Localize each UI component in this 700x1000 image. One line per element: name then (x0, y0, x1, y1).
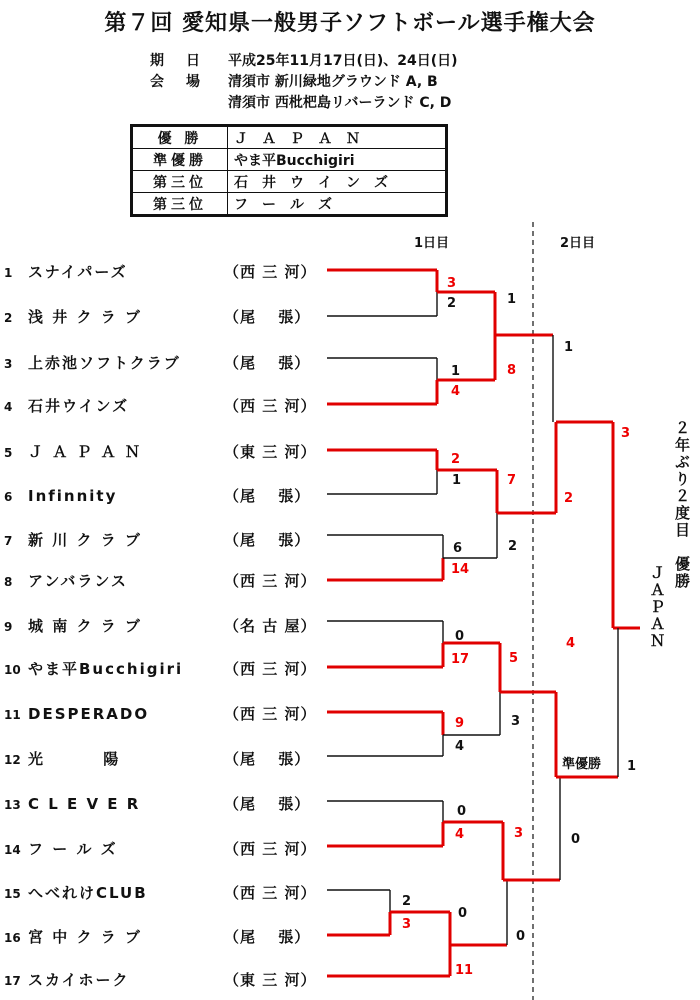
team-name: 光 陽 (28, 750, 121, 768)
team-number: 15 (4, 887, 21, 901)
team-number: 3 (4, 357, 13, 371)
winner-score: 4 (451, 384, 461, 399)
team-region: （尾 張） (224, 308, 311, 326)
loser-score: 0 (571, 832, 581, 847)
rank-label: 第三位 (133, 193, 228, 215)
winner-score: 17 (451, 652, 470, 667)
team-name: Ｊ Ａ Ｐ Ａ Ｎ (28, 443, 142, 461)
rank-label: 準優勝 (133, 149, 228, 171)
team-number: 8 (4, 575, 13, 589)
loser-score: 0 (457, 804, 467, 819)
rank-label: 第三位 (133, 171, 228, 193)
info-venue-2: 清須市 西枇杷島リバーランド C, D (228, 95, 452, 111)
page-title: 第７回 愛知県一般男子ソフトボール選手権大会 (104, 11, 596, 36)
team-region: （尾 張） (224, 795, 311, 813)
team-name: フ ー ル ズ (28, 840, 118, 858)
team-name: DESPERADO (28, 705, 150, 723)
winner-score: 3 (447, 276, 457, 291)
team-region: （尾 張） (224, 928, 311, 946)
team-number: 2 (4, 311, 13, 325)
result-team: Ｊ Ａ Ｐ Ａ Ｎ (228, 127, 446, 149)
team-number: 5 (4, 446, 13, 460)
loser-score: 1 (507, 292, 517, 307)
team-number: 6 (4, 490, 13, 504)
team-region: （西 三 河） (224, 705, 317, 723)
team-region: （西 三 河） (224, 572, 317, 590)
team-region: （西 三 河） (224, 263, 317, 281)
team-region: （名 古 屋） (224, 617, 317, 635)
team-name: へべれけCLUB (28, 884, 148, 902)
result-team: フ ー ル ズ (228, 193, 446, 215)
loser-score: 0 (455, 629, 465, 644)
team-name: 石井ウインズ (28, 397, 130, 415)
team-name: 宮 中 ク ラ ブ (28, 928, 142, 946)
team-region: （尾 張） (224, 750, 311, 768)
champion-name: ＪＡＰＡＮ (648, 565, 666, 650)
team-region: （尾 張） (224, 487, 311, 505)
team-name: スナイパーズ (28, 263, 128, 281)
loser-score: 6 (453, 541, 463, 556)
winner-score: 8 (507, 363, 517, 378)
team-number: 12 (4, 753, 21, 767)
team-name: C L E V E R (28, 795, 141, 813)
team-region: （西 三 河） (224, 884, 317, 902)
team-number: 14 (4, 843, 21, 857)
winner-score: 4 (455, 827, 465, 842)
day1-label: 1日目 (414, 236, 450, 251)
loser-score: 1 (564, 340, 574, 355)
loser-score: 2 (508, 539, 518, 554)
loser-score: 0 (458, 906, 468, 921)
team-name: アンバランス (28, 572, 128, 590)
team-region: （西 三 河） (224, 397, 317, 415)
team-name: Infinnity (28, 487, 118, 505)
team-name: やま平Bucchigiri (28, 660, 184, 678)
loser-score: 4 (455, 739, 465, 754)
winner-score: 14 (451, 562, 470, 577)
team-name: 上赤池ソフトクラブ (28, 354, 181, 372)
rank-label: 優 勝 (133, 127, 228, 149)
loser-score: 1 (627, 759, 637, 774)
team-region: （東 三 河） (224, 443, 317, 461)
loser-score: 2 (447, 296, 457, 311)
winner-score: 2 (564, 491, 574, 506)
team-region: （尾 張） (224, 531, 311, 549)
result-team: 石 井 ウ イ ン ズ (228, 171, 446, 193)
loser-score: 1 (452, 473, 462, 488)
winner-score: 4 (566, 636, 576, 651)
info-venue: 会 場 清須市 新川緑地グラウンド A, B (150, 74, 438, 90)
loser-score: 1 (451, 364, 461, 379)
team-number: 13 (4, 798, 21, 812)
winner-score: 11 (455, 963, 474, 978)
loser-score: 2 (402, 894, 412, 909)
info-date: 期 日 平成25年11月17日(日)、24日(日) (150, 53, 458, 69)
team-name: 城 南 ク ラ ブ (28, 617, 142, 635)
team-name: 浅 井 ク ラ ブ (28, 308, 142, 326)
team-region: （尾 張） (224, 354, 311, 372)
day2-label: 2日目 (560, 236, 596, 251)
team-region: （西 三 河） (224, 840, 317, 858)
winner-score: 3 (621, 426, 631, 441)
winner-score: 3 (514, 826, 524, 841)
team-number: 10 (4, 663, 21, 677)
result-team: やま平Bucchigiri (228, 149, 446, 171)
team-number: 1 (4, 266, 13, 280)
winner-score: 5 (509, 651, 519, 666)
team-number: 11 (4, 708, 21, 722)
team-number: 4 (4, 400, 13, 414)
team-number: 9 (4, 620, 13, 634)
team-number: 16 (4, 931, 21, 945)
team-region: （西 三 河） (224, 660, 317, 678)
team-region: （東 三 河） (224, 971, 317, 989)
runner-up-label: 準優勝 (562, 757, 602, 772)
team-number: 7 (4, 534, 13, 548)
team-name: スカイホーク (28, 971, 130, 989)
winner-score: 2 (451, 452, 461, 467)
champion-note: ２年ぶり２度目 優勝 (673, 420, 691, 590)
team-number: 17 (4, 974, 21, 988)
winner-score: 7 (507, 473, 517, 488)
winner-score: 3 (402, 917, 412, 932)
loser-score: 3 (511, 714, 521, 729)
winner-score: 9 (455, 716, 465, 731)
loser-score: 0 (516, 929, 526, 944)
team-name: 新 川 ク ラ ブ (28, 531, 142, 549)
